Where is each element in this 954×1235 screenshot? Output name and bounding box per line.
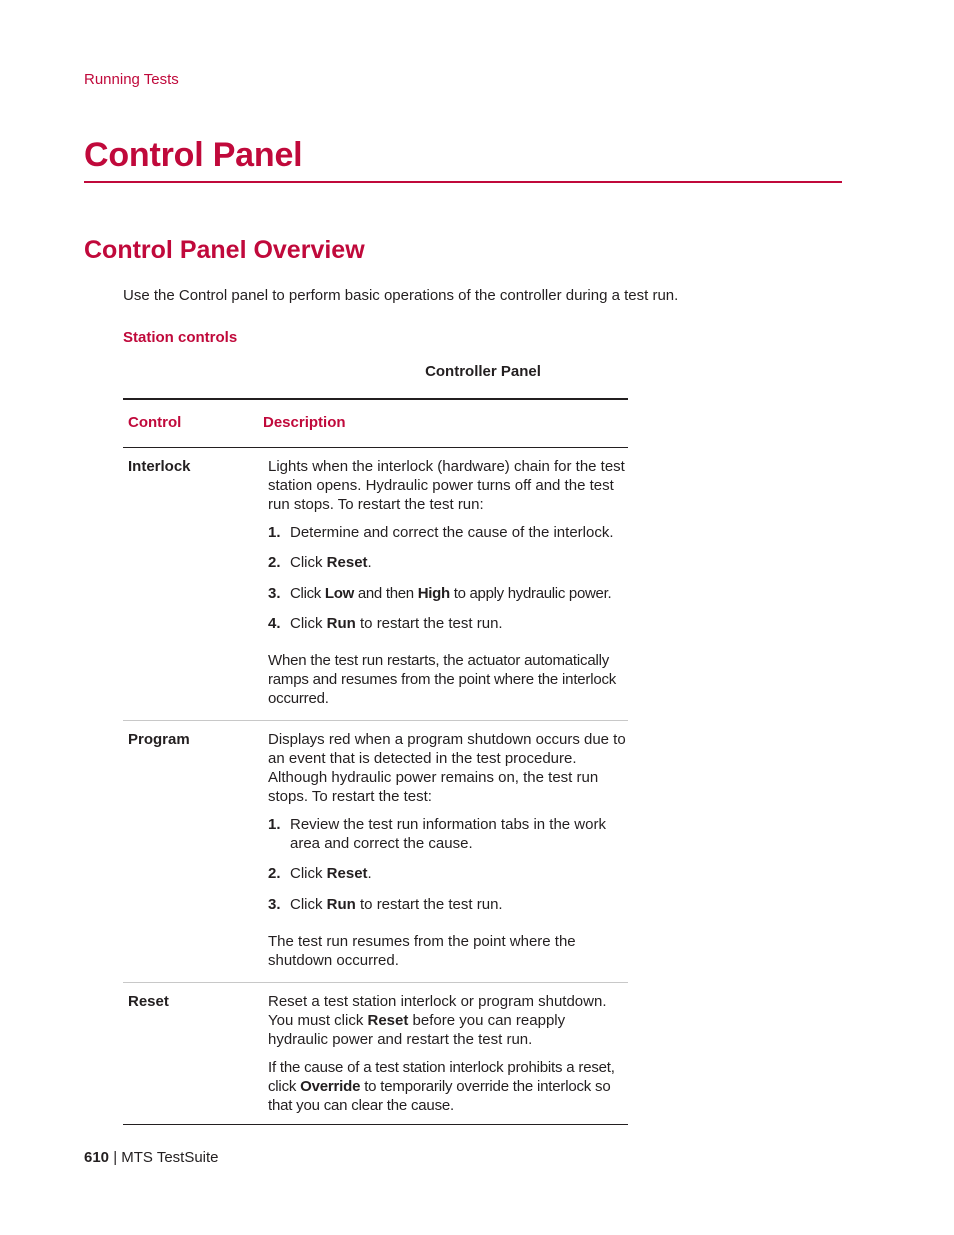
step-text: Click Low and then High to apply hydraulic power. xyxy=(290,585,612,602)
table-row xyxy=(123,448,628,720)
table-row xyxy=(123,720,628,982)
column-header-control: Control xyxy=(128,414,182,431)
step-text: Review the test run information tabs in the work area and correct the cause. xyxy=(290,816,606,852)
control-description xyxy=(268,730,628,970)
control-description xyxy=(268,992,628,1115)
page-number: 610 xyxy=(84,1149,110,1166)
description-text: Lights when the interlock (hardware) chain for the test station opens. Hydraulic power turns off and the test run stops. To restart the test run: xyxy=(268,458,625,513)
table-row xyxy=(123,982,628,1124)
intro-paragraph: Use the Control panel to perform basic operations of the controller during a test run. xyxy=(123,287,679,304)
step-number: 4. xyxy=(268,615,281,632)
control-description xyxy=(268,457,628,708)
list-item xyxy=(268,523,628,542)
table-header-row xyxy=(123,400,628,448)
list-item xyxy=(268,584,628,603)
step-number: 1. xyxy=(268,524,281,541)
step-text: Click Run to restart the test run. xyxy=(290,615,503,632)
step-text: Click Run to restart the test run. xyxy=(290,896,503,913)
control-name: Program xyxy=(128,731,190,748)
description-note: When the test run restarts, the actuator automatically ramps and resumes from the point where the interlock occurred. xyxy=(268,652,617,707)
control-name: Interlock xyxy=(128,458,191,475)
column-header-description: Description xyxy=(263,414,346,431)
step-text: Click Reset. xyxy=(290,554,372,571)
list-item xyxy=(268,864,628,883)
step-number: 3. xyxy=(268,585,281,602)
chapter-title: Control Panel xyxy=(84,136,303,174)
step-number: 2. xyxy=(268,865,281,882)
step-number: 2. xyxy=(268,554,281,571)
chapter-divider xyxy=(84,181,842,183)
list-item xyxy=(268,614,628,633)
description-text: Displays red when a program shutdown occurs due to an event that is detected in the test procedure. Although hydraulic power remains on, the test run stops. To restart the test: xyxy=(268,731,626,805)
description-note: The test run resumes from the point where the shutdown occurred. xyxy=(268,933,576,969)
step-list xyxy=(268,523,628,633)
step-text: Click Reset. xyxy=(290,865,372,882)
list-item xyxy=(268,815,628,853)
list-item xyxy=(268,895,628,914)
description-text: Reset a test station interlock or program shutdown. You must click Reset before you can reapply hydraulic power and restart the test run. xyxy=(268,993,607,1048)
footer-separator: | xyxy=(109,1149,122,1166)
step-number: 3. xyxy=(268,896,281,913)
section-title: Control Panel Overview xyxy=(84,236,365,264)
subheading: Station controls xyxy=(123,329,238,346)
list-item xyxy=(268,553,628,572)
step-list xyxy=(268,815,628,914)
description-note: If the cause of a test station interlock prohibits a reset, click Override to temporarily override the interlock so that you can clear the cause. xyxy=(268,1059,615,1114)
table-caption: Controller Panel xyxy=(425,363,541,380)
page-footer xyxy=(84,1149,219,1166)
breadcrumb: Running Tests xyxy=(84,71,179,88)
controller-panel-table xyxy=(123,398,628,1125)
control-name: Reset xyxy=(128,993,169,1010)
step-text: Determine and correct the cause of the interlock. xyxy=(290,524,614,541)
product-name: MTS TestSuite xyxy=(121,1149,219,1166)
step-number: 1. xyxy=(268,816,281,833)
